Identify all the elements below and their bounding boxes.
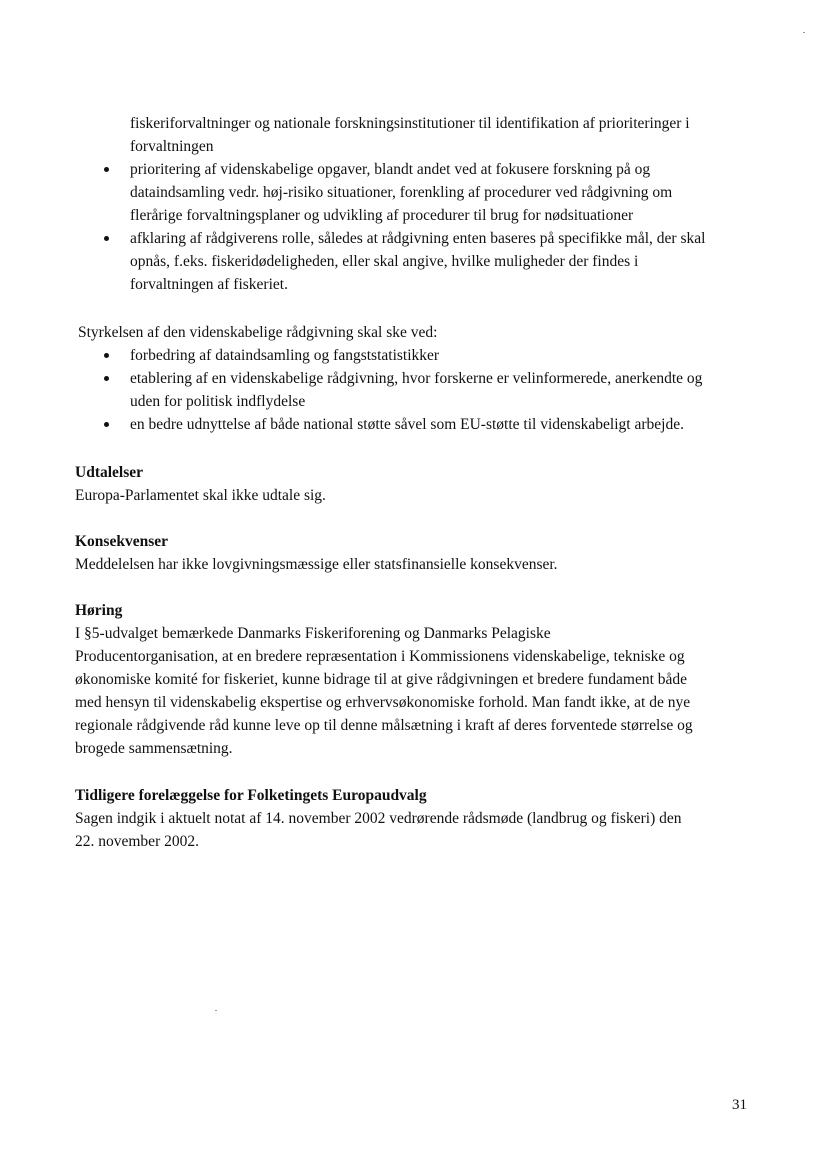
text-line: forbedring af dataindsamling og fangststatistikker	[130, 347, 440, 364]
list-item	[78, 112, 690, 158]
lead-text: Styrkelsen af den videnskabelige rådgivning skal ske ved:	[78, 324, 438, 341]
text-line: med hensyn til videnskabelig ekspertise og erhvervsøkonomiske forhold. Man fandt ikke, at de nye	[75, 694, 691, 711]
list-item	[78, 413, 702, 436]
text-line: økonomiske komité for fiskeriet, kunne bidrage til at give rådgivningen et bredere fundament både	[75, 671, 688, 688]
list-item	[78, 227, 705, 296]
bullet-icon	[104, 376, 109, 381]
text-line: Producentorganisation, at en bredere repræsentation i Kommissionens videnskabelige, tekniske og	[75, 648, 685, 665]
strengthening-section	[78, 321, 702, 436]
text-line: fiskeriforvaltninger og nationale forskningsinstitutioner til identifikation af prioriteringer i	[130, 115, 690, 132]
bullet-icon	[104, 422, 109, 427]
list-item	[78, 158, 705, 227]
text-line: etablering af en videnskabelige rådgivning, hvor forskerne er velinformerede, anerkendte og	[130, 370, 703, 387]
intro-bullet-list	[78, 158, 705, 296]
section-tidligere-forelaeggelse	[75, 784, 681, 853]
text-line: regionale rådgivende råd kunne leve op til denne målsætning i kraft af deres forventede størrelse og	[75, 717, 693, 734]
text-line: forvaltningen	[130, 138, 214, 155]
text-line: flerårige forvaltningsplaner og udvikling af procedurer til brug for nødsituationer	[130, 207, 634, 224]
text-line: dataindsamling vedr. høj-risiko situationer, forenkling af procedurer ved rådgivning om	[130, 184, 673, 201]
text-line: afklaring af rådgiverens rolle, således at rådgivning enten baseres på specifikke mål, der skal	[130, 230, 706, 247]
scan-speck	[215, 1010, 217, 1011]
scan-speck	[803, 32, 805, 33]
text-line: Meddelelsen har ikke lovgivningsmæssige eller statsfinansielle konsekvenser.	[75, 556, 558, 573]
text-line: en bedre udnyttelse af både national støtte såvel som EU-støtte til videnskabeligt arbejde.	[130, 416, 684, 433]
text-line: prioritering af videnskabelige opgaver, blandt andet ved at fokusere forskning på og	[130, 161, 651, 178]
section-heading: Høring	[75, 602, 123, 619]
text-line: brogede sammensætning.	[75, 740, 233, 757]
section-heading: Konsekvenser	[75, 533, 168, 550]
text-line: I §5-udvalget bemærkede Danmarks Fiskeriforening og Danmarks Pelagiske	[75, 625, 551, 642]
text-line: uden for politisk indflydelse	[130, 393, 306, 410]
text-line: 22. november 2002.	[75, 833, 199, 850]
bullet-icon	[104, 236, 109, 241]
bullet-icon	[104, 353, 109, 358]
section-heading: Udtalelser	[75, 464, 144, 481]
page-number: 31	[732, 1097, 747, 1113]
text-line: Europa-Parlamentet skal ikke udtale sig.	[75, 487, 326, 504]
section-horing	[75, 599, 693, 760]
text-line: Sagen indgik i aktuelt notat af 14. november 2002 vedrørende rådsmøde (landbrug og fiskeri) den	[75, 810, 682, 827]
list-item	[78, 367, 702, 413]
section-konsekvenser	[75, 530, 558, 576]
text-line: opnås, f.eks. fiskeridødeligheden, eller skal angive, hvilke muligheder der findes i	[130, 253, 639, 270]
section-heading: Tidligere forelæggelse for Folketingets Europaudvalg	[75, 787, 427, 804]
section-udtalelser	[75, 461, 326, 507]
bullet-icon	[104, 167, 109, 172]
bullet-continuation	[78, 112, 690, 158]
text-line: forvaltningen af fiskeriet.	[130, 276, 288, 293]
list-item	[78, 344, 702, 367]
